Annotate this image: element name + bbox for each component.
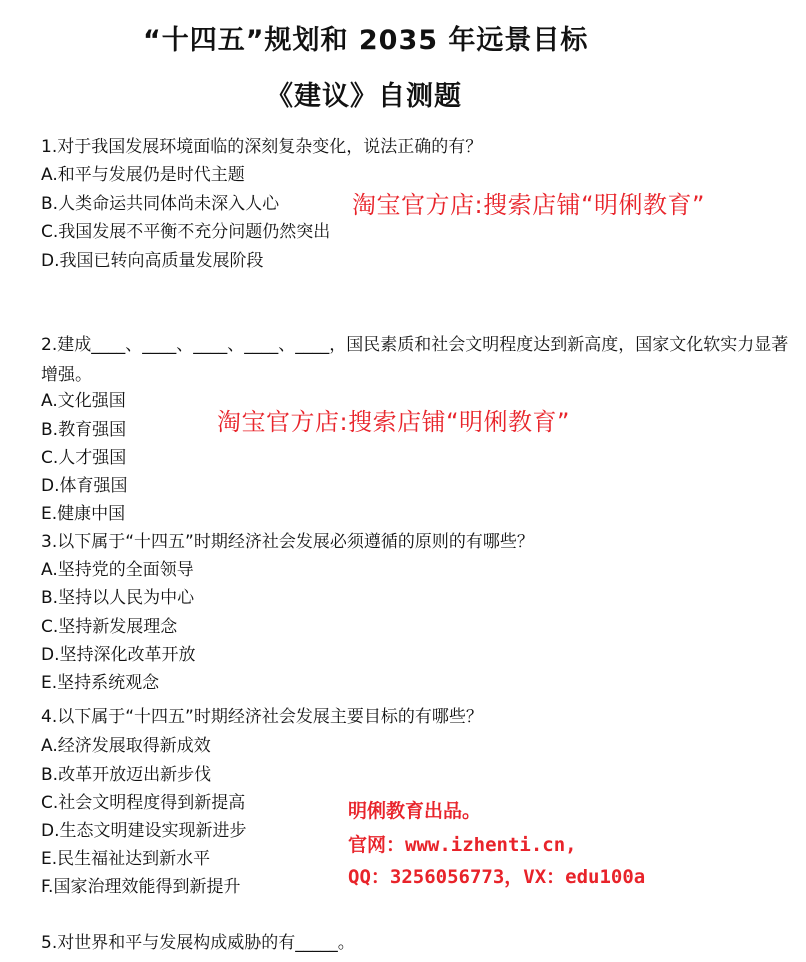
question-1-option-b: B.人类命运共同体尚未深入人心 — [41, 194, 280, 214]
question-2-option-e: E.健康中国 — [41, 504, 126, 524]
question-4-option-b: B.改革开放迈出新步伐 — [41, 765, 212, 785]
question-2-option-a: A.文化强国 — [41, 391, 126, 411]
question-5-stem: 5.对世界和平与发展构成威胁的有_____。 — [41, 933, 355, 953]
question-1-option-c: C.我国发展不平衡不充分问题仍然突出 — [41, 222, 331, 242]
question-3-option-a: A.坚持党的全面领导 — [41, 560, 194, 580]
question-4-option-e: E.民生福祉达到新水平 — [41, 849, 211, 869]
shop-watermark-middle: 淘宝官方店:搜索店铺“明俐教育” — [217, 408, 570, 436]
question-2-option-c: C.人才强国 — [41, 448, 127, 468]
question-3-option-e: E.坚持系统观念 — [41, 673, 160, 693]
shop-watermark-top: 淘宝官方店:搜索店铺“明俐教育” — [352, 191, 705, 219]
promo-line-2: 官网：www.izhenti.cn, — [348, 834, 577, 856]
promo-line-3: QQ：3256056773，VX：edu100a — [348, 866, 646, 888]
document-title-line2: 《建议》自测题 — [266, 81, 462, 112]
promo-line-1: 明俐教育出品。 — [348, 800, 482, 822]
question-2-stem: 2.建成____、____、____、____、____，国民素质和社会文明程度达到新高度，国家文化软实力显著增强。 — [41, 335, 789, 385]
question-3-stem: 3.以下属于“十四五”时期经济社会发展必须遵循的原则的有哪些？ — [41, 532, 534, 552]
document-title-line1: “十四五”规划和 2035 年远景目标 — [143, 25, 589, 56]
question-4-option-f: F.国家治理效能得到新提升 — [41, 877, 241, 897]
question-4-option-a: A.经济发展取得新成效 — [41, 736, 211, 756]
question-4-option-d: D.生态文明建设实现新进步 — [41, 821, 247, 841]
question-1-stem: 1.对于我国发展环境面临的深刻复杂变化，说法正确的有？ — [41, 137, 483, 157]
question-2-option-b: B.教育强国 — [41, 420, 127, 440]
question-1-option-d: D.我国已转向高质量发展阶段 — [41, 251, 264, 271]
question-4-stem: 4.以下属于“十四五”时期经济社会发展主要目标的有哪些？ — [41, 707, 483, 727]
question-3-option-d: D.坚持深化改革开放 — [41, 645, 196, 665]
question-2-option-d: D.体育强国 — [41, 476, 128, 496]
question-4-option-c: C.社会文明程度得到新提高 — [41, 793, 246, 813]
question-1-option-a: A.和平与发展仍是时代主题 — [41, 165, 245, 185]
question-3-option-c: C.坚持新发展理念 — [41, 617, 178, 637]
question-3-option-b: B.坚持以人民为中心 — [41, 588, 195, 608]
